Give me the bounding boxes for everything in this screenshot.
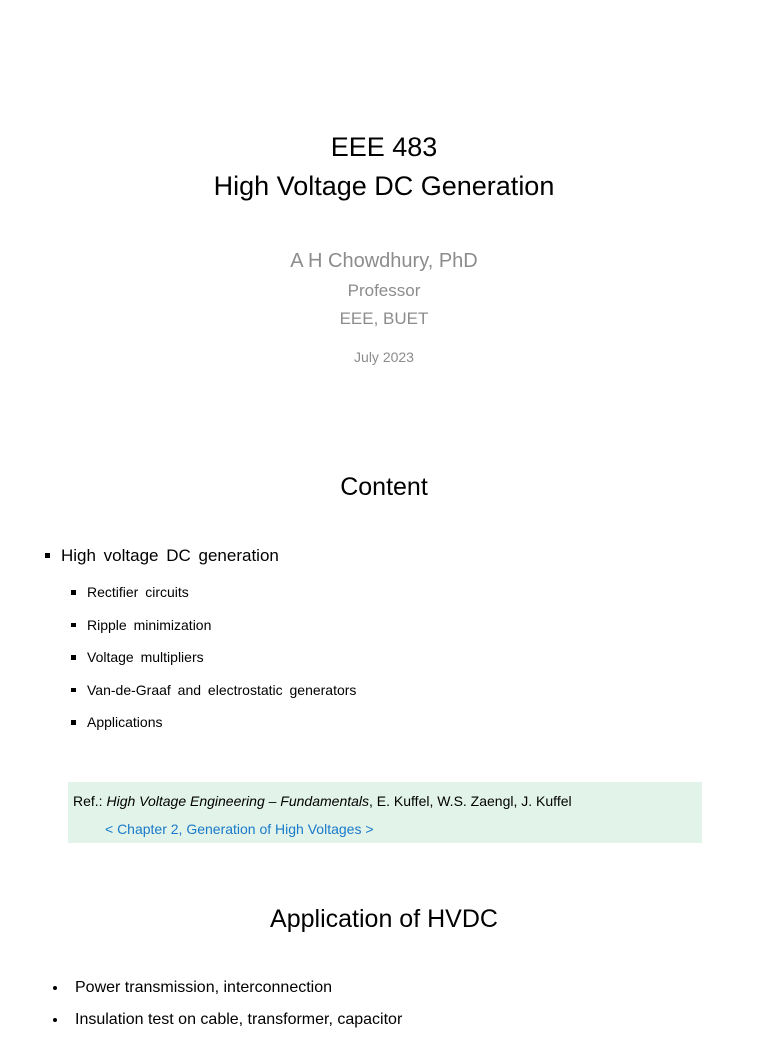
sub-bullet-text: Rectifier circuits	[87, 584, 189, 600]
list-item	[53, 1009, 402, 1041]
reference-box	[68, 782, 702, 843]
main-bullet-text: High voltage DC generation	[61, 546, 279, 565]
author-position: Professor	[347, 281, 421, 300]
title-slide	[0, 0, 768, 430]
round-bullet-icon	[53, 1018, 57, 1022]
reference-authors: , E. Kuffel, W.S. Zaengl, J. Kuffel	[369, 793, 572, 809]
author-department: EEE, BUET	[339, 309, 429, 328]
reference-chapter-link[interactable]: < Chapter 2, Generation of High Voltages >	[105, 821, 374, 837]
list-item	[71, 711, 356, 744]
author-name: A H Chowdhury, PhD	[290, 250, 478, 272]
square-bullet-icon	[71, 590, 76, 595]
square-bullet-icon	[71, 623, 76, 628]
square-bullet-icon	[71, 720, 76, 725]
sub-bullet-text: Voltage multipliers	[87, 649, 204, 665]
square-bullet-icon	[71, 655, 76, 660]
application-bullet-text: Insulation test on cable, transformer, capacitor	[75, 1011, 403, 1028]
list-item	[71, 581, 356, 614]
main-bullet	[45, 545, 279, 567]
reference-book-title: High Voltage Engineering – Fundamentals	[106, 793, 370, 809]
content-title: Content	[340, 473, 428, 501]
application-bullet-text: Power transmission, interconnection	[75, 979, 333, 996]
presentation-date: July 2023	[354, 349, 414, 365]
round-bullet-icon	[53, 986, 57, 990]
list-item	[53, 977, 402, 1009]
reference-prefix: Ref.:	[73, 793, 107, 809]
square-bullet-icon	[71, 688, 76, 693]
application-bullet-list	[53, 977, 402, 1041]
list-item	[71, 679, 356, 712]
list-item	[71, 614, 356, 647]
application-title: Application of HVDC	[270, 905, 498, 933]
sub-bullet-text: Van-de-Graaf and electrostatic generators	[87, 681, 357, 698]
course-code: EEE 483	[330, 132, 438, 162]
course-title: High Voltage DC Generation	[213, 171, 555, 201]
sub-bullet-text: Applications	[87, 714, 163, 730]
content-slide	[0, 430, 768, 860]
square-bullet-icon	[45, 553, 50, 558]
sub-bullet-list	[71, 581, 356, 744]
sub-bullet-text: Ripple minimization	[87, 616, 212, 633]
list-item	[71, 646, 356, 679]
reference-citation	[73, 791, 572, 811]
application-slide	[0, 860, 768, 1028]
